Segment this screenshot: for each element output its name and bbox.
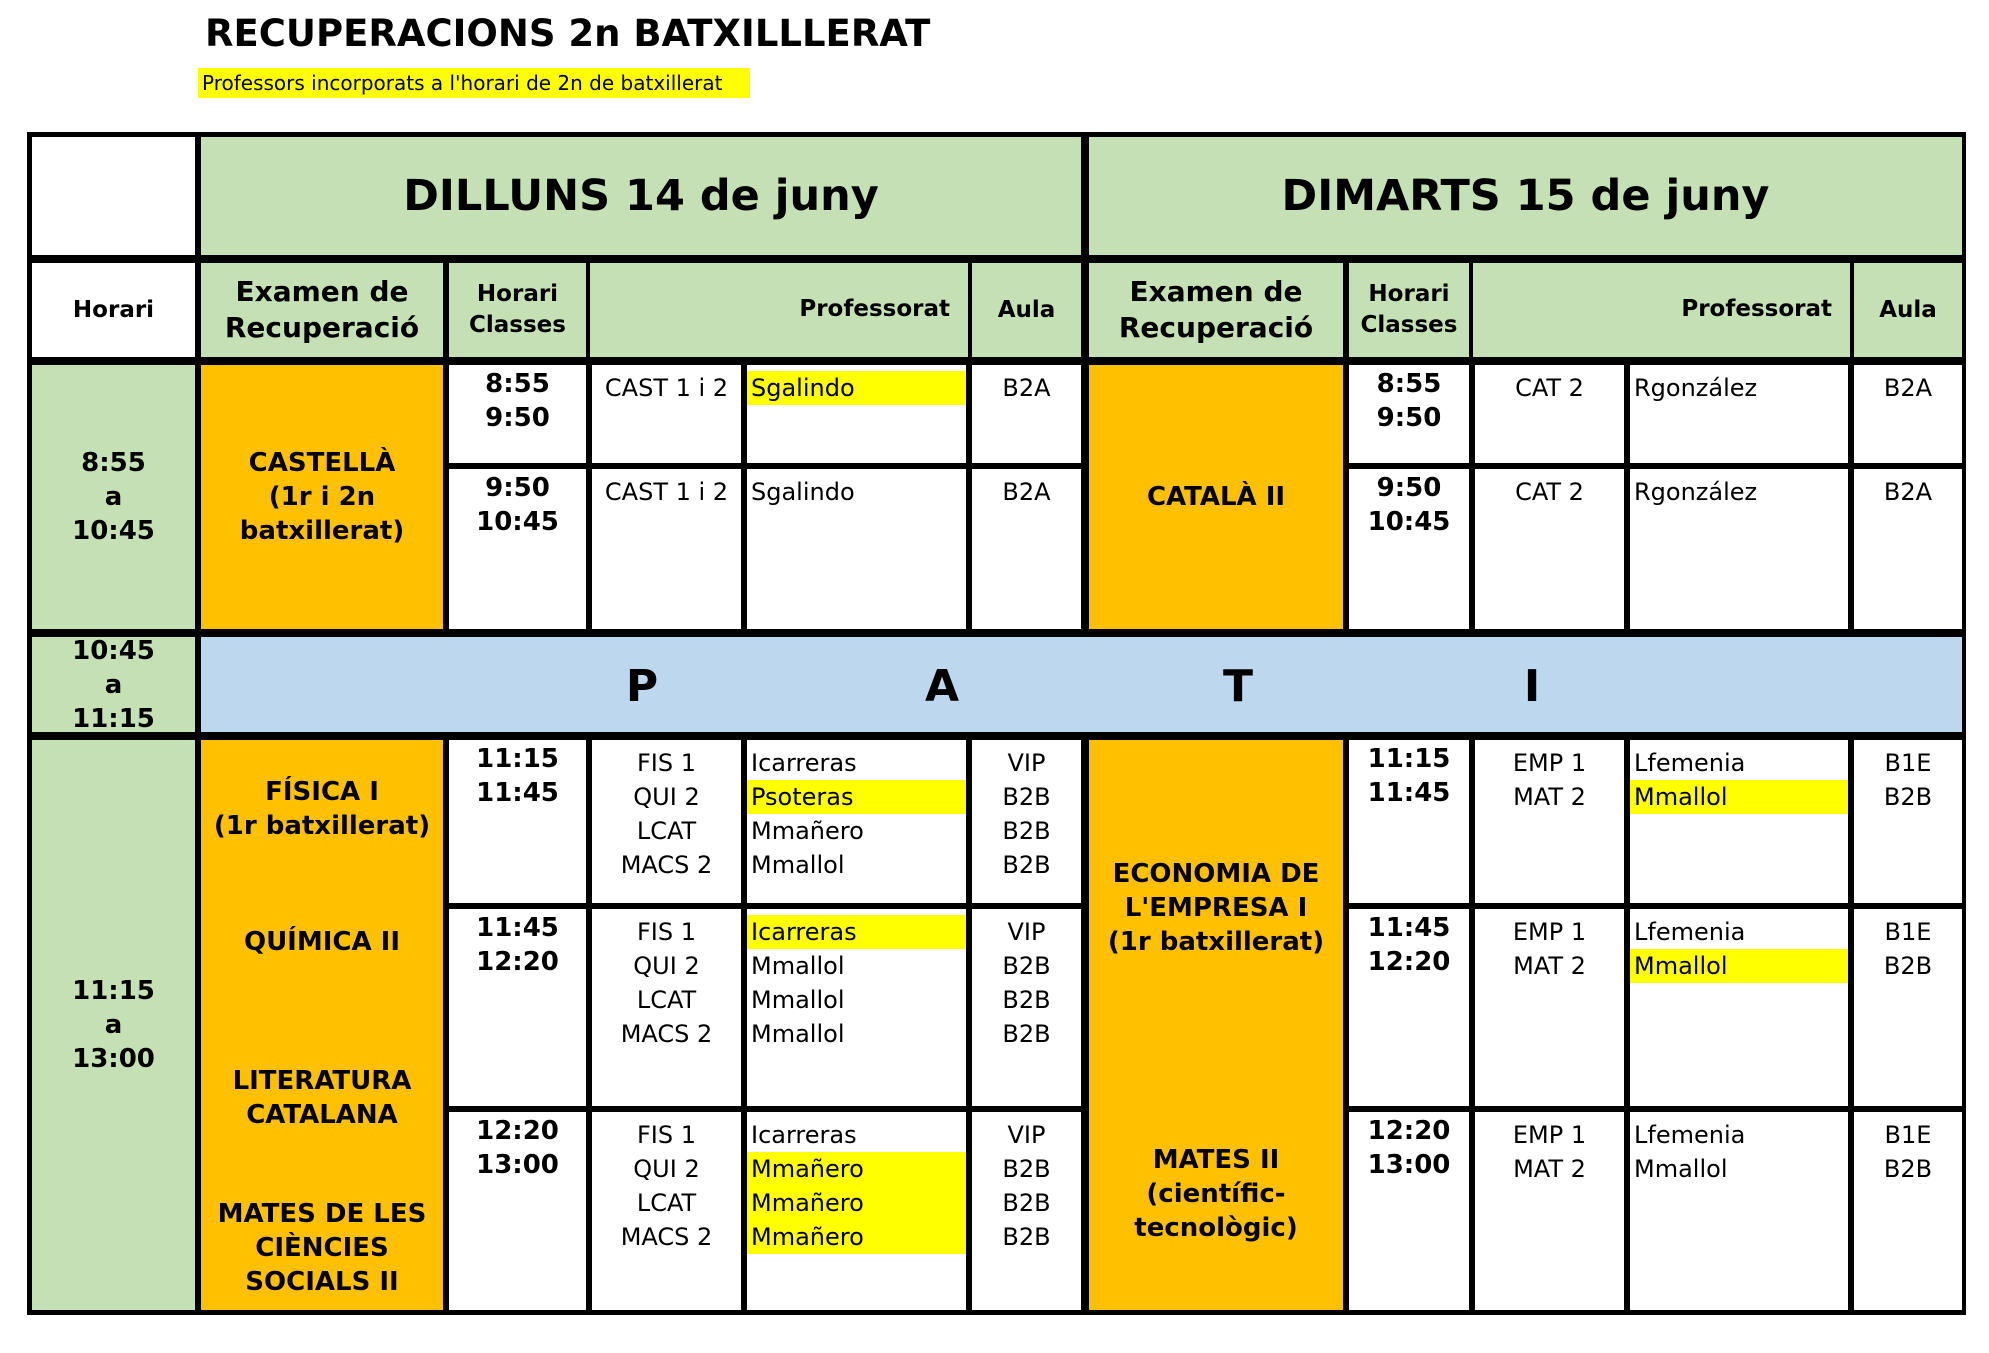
break-letter: I — [1523, 661, 1541, 712]
room-code: VIP — [1007, 918, 1046, 946]
teacher-name: Rgonzález — [1634, 478, 1758, 506]
header-line: Examen de — [1129, 275, 1303, 308]
room-code: B2B — [1883, 952, 1933, 980]
slot-teachers — [745, 1110, 968, 1312]
slot-time-line: 12:20 — [1367, 1116, 1451, 1146]
room-code: B1E — [1884, 1121, 1932, 1149]
slot-teachers — [1628, 907, 1850, 1108]
header-label: Aula — [1879, 296, 1937, 323]
exam-subject-line: SOCIALS II — [245, 1267, 399, 1297]
room-code: B2B — [1883, 783, 1933, 811]
header-label: Horari — [72, 296, 155, 323]
break-letter: A — [924, 661, 960, 712]
header-label: Aula — [997, 296, 1056, 323]
class-code: CAST 1 i 2 — [604, 478, 729, 506]
class-code: MACS 2 — [620, 1020, 713, 1048]
header-aula-tuesday — [1852, 261, 1964, 359]
exam-subject-line: (1r i 2n — [268, 482, 376, 512]
class-code: CAT 2 — [1515, 374, 1584, 402]
exam-subject-line: tecnològic) — [1134, 1213, 1298, 1243]
page-subtitle: Professors incorporats a l'horari de 2n de batxillerat — [198, 68, 750, 98]
slot-teachers — [745, 738, 968, 905]
teacher-name: Mmañero — [747, 1186, 966, 1220]
slot-time-line: 9:50 — [485, 403, 550, 433]
class-code: FIS 1 — [636, 749, 696, 777]
room-code: B2A — [1002, 374, 1051, 402]
header-horari-classes-monday — [447, 261, 588, 359]
exam-subject-line: ECONOMIA DE — [1112, 859, 1320, 889]
slot-room — [970, 467, 1083, 631]
exam-subject-line: CATALANA — [246, 1100, 398, 1130]
time-line: a — [104, 669, 123, 700]
class-code: LCAT — [636, 986, 697, 1014]
time-line: 8:55 — [81, 448, 146, 478]
slot-time-line: 8:55 — [485, 369, 550, 399]
exam-subject-line: LITERATURA — [232, 1066, 412, 1096]
header-line: Recuperació — [224, 311, 420, 344]
room-code: B2B — [1883, 1155, 1933, 1183]
header-label — [225, 274, 419, 346]
room-code: B1E — [1884, 918, 1932, 946]
time-block-morning — [30, 363, 197, 631]
class-code: FIS 1 — [636, 918, 696, 946]
class-code: MACS 2 — [620, 851, 713, 879]
slot-time-line: 9:50 — [485, 473, 550, 503]
teacher-name: Mmañero — [747, 1152, 966, 1186]
exam-subject — [201, 775, 443, 843]
slot-time — [447, 907, 588, 1108]
slot-time-line: 11:45 — [1367, 778, 1451, 808]
slot-room — [1852, 467, 1964, 631]
slot-time — [447, 1110, 588, 1312]
exam-subject — [1089, 1143, 1343, 1245]
room-code: B1E — [1884, 749, 1932, 777]
teacher-name: Icarreras — [747, 915, 966, 949]
exam-subject-line: QUÍMICA II — [243, 927, 401, 957]
room-code: B2B — [1002, 952, 1051, 980]
header-label — [1119, 274, 1313, 346]
time-range — [72, 974, 155, 1076]
slot-teachers — [745, 467, 968, 631]
slot-time-line: 13:00 — [476, 1150, 559, 1180]
slot-room — [970, 907, 1083, 1108]
teacher-name: Psoteras — [747, 780, 966, 814]
class-code: FIS 1 — [636, 1121, 696, 1149]
slot-time-line: 12:20 — [476, 1116, 559, 1146]
header-line: Classes — [1360, 312, 1458, 338]
slot-time — [1347, 467, 1471, 631]
slot-time-line: 10:45 — [1367, 507, 1451, 537]
time-line: a — [104, 1010, 123, 1040]
slot-room — [970, 363, 1083, 465]
slot-time — [1347, 363, 1471, 465]
exam-tuesday-midday — [1087, 738, 1345, 1312]
teacher-name: Mmallol — [751, 1020, 845, 1048]
slot-classes — [590, 1110, 743, 1312]
teacher-name: Mmallol — [751, 986, 845, 1014]
class-code: LCAT — [636, 817, 697, 845]
exam-subject-line: MATES II — [1152, 1145, 1280, 1175]
header-aula-monday — [970, 261, 1083, 359]
slot-time-line: 8:55 — [1376, 369, 1442, 399]
slot-time — [447, 467, 588, 631]
slot-time-line: 11:15 — [476, 744, 559, 774]
exam-subject — [201, 925, 443, 959]
teacher-name: Sgalindo — [751, 478, 855, 506]
time-line: 10:45 — [72, 635, 155, 666]
room-code: B2A — [1002, 478, 1051, 506]
day-label: DILLUNS 14 de juny — [403, 171, 879, 221]
slot-time — [1347, 907, 1471, 1108]
slot-classes — [590, 363, 743, 465]
header-line: Recuperació — [1118, 311, 1314, 344]
slot-room — [1852, 1110, 1964, 1312]
exam-subject-line: (1r batxillerat) — [213, 811, 431, 841]
slot-room — [970, 1110, 1083, 1312]
class-code: EMP 1 — [1512, 918, 1587, 946]
header-label: Professorat — [799, 296, 950, 322]
slot-classes — [590, 738, 743, 905]
exam-subject-line: (científic- — [1146, 1179, 1286, 1209]
class-code: LCAT — [636, 1189, 697, 1217]
slot-time-line: 9:50 — [1376, 403, 1442, 433]
slot-classes — [1473, 1110, 1626, 1312]
room-code: B2B — [1002, 986, 1051, 1014]
class-code: EMP 1 — [1512, 1121, 1587, 1149]
schedule-table — [27, 132, 1966, 1315]
teacher-name: Mmallol — [1630, 780, 1848, 814]
teacher-name: Lfemenia — [1634, 749, 1746, 777]
teacher-name: Lfemenia — [1634, 1121, 1746, 1149]
class-code: CAT 2 — [1515, 478, 1584, 506]
exam-subject — [1147, 480, 1285, 514]
slot-teachers — [745, 363, 968, 465]
slot-time — [447, 738, 588, 905]
slot-time — [1347, 738, 1471, 905]
teacher-name: Mmallol — [751, 851, 845, 879]
header-examen-tuesday — [1087, 261, 1345, 359]
exam-subject — [201, 1197, 443, 1299]
class-code: MACS 2 — [620, 1223, 713, 1251]
slot-time-line: 9:50 — [1376, 473, 1442, 503]
room-code: B2B — [1002, 1020, 1051, 1048]
exam-subject-line: CASTELLÀ — [248, 448, 396, 478]
slot-room — [1852, 363, 1964, 465]
slot-classes — [1473, 907, 1626, 1108]
exam-subject-line: CATALÀ II — [1146, 482, 1286, 512]
slot-time-line: 13:00 — [1367, 1150, 1451, 1180]
class-code: QUI 2 — [633, 783, 700, 811]
slot-room — [1852, 738, 1964, 905]
class-code: QUI 2 — [633, 952, 700, 980]
room-code: VIP — [1007, 1121, 1046, 1149]
break-letter: P — [625, 661, 659, 712]
header-line: Examen de — [235, 275, 409, 308]
time-line: 10:45 — [72, 516, 155, 546]
slot-classes — [590, 467, 743, 631]
slot-room — [1852, 907, 1964, 1108]
time-line: a — [104, 482, 123, 512]
slot-time-line: 11:45 — [476, 913, 559, 943]
header-professorat-tuesday — [1471, 261, 1852, 359]
header-professorat-monday — [588, 261, 970, 359]
slot-classes — [1473, 363, 1626, 465]
teacher-name: Mmallol — [1630, 949, 1848, 983]
header-examen-monday — [199, 261, 445, 359]
room-code: VIP — [1007, 749, 1046, 777]
header-label — [469, 279, 566, 341]
exam-tuesday-morning — [1087, 363, 1345, 631]
header-line: Horari — [1368, 281, 1450, 307]
page-title: RECUPERACIONS 2n BATXILLLERAT — [205, 12, 931, 55]
header-label — [1361, 279, 1458, 341]
time-block-midday — [30, 738, 197, 1312]
header-horari — [30, 261, 197, 359]
exam-subject-line: CIÈNCIES — [255, 1233, 389, 1263]
slot-teachers — [1628, 363, 1850, 465]
header-line: Classes — [469, 312, 566, 338]
slot-time-line: 12:20 — [1367, 947, 1451, 977]
header-line: Horari — [476, 281, 559, 307]
slot-teachers — [1628, 1110, 1850, 1312]
exam-subject-line: (1r batxillerat) — [1107, 927, 1325, 957]
slot-time — [447, 363, 588, 465]
time-range — [72, 446, 155, 548]
day-header-tuesday — [1087, 135, 1964, 257]
exam-monday-morning — [199, 363, 445, 631]
room-code: B2B — [1002, 783, 1051, 811]
header-horari-classes-tuesday — [1347, 261, 1471, 359]
exam-subject — [240, 446, 404, 548]
day-header-monday — [199, 135, 1083, 257]
slot-classes — [1473, 738, 1626, 905]
slot-teachers — [1628, 467, 1850, 631]
exam-subject-line: L'EMPRESA I — [1124, 893, 1308, 923]
teacher-name: Mmallol — [751, 952, 845, 980]
slot-room — [970, 738, 1083, 905]
teacher-name: Icarreras — [751, 1121, 857, 1149]
teacher-name: Mmallol — [1634, 1155, 1728, 1183]
time-block-break — [30, 635, 197, 734]
corner-cell — [30, 135, 197, 257]
room-code: B2B — [1002, 817, 1051, 845]
exam-subject-line: FÍSICA I — [265, 777, 379, 807]
header-label: Professorat — [1681, 296, 1832, 322]
teacher-name: Mmañero — [747, 1220, 966, 1254]
class-code: CAST 1 i 2 — [604, 374, 729, 402]
exam-subject — [201, 1064, 443, 1132]
exam-subject-line: MATES DE LES — [217, 1199, 427, 1229]
class-code: MAT 2 — [1513, 952, 1586, 980]
room-code: B2B — [1002, 1155, 1051, 1183]
time-line: 13:00 — [72, 1044, 155, 1074]
slot-teachers — [1628, 738, 1850, 905]
teacher-name: Icarreras — [751, 749, 857, 777]
time-range — [72, 634, 155, 736]
break-row — [199, 635, 1964, 734]
time-line: 11:15 — [72, 976, 155, 1006]
slot-time — [1347, 1110, 1471, 1312]
teacher-name: Rgonzález — [1634, 374, 1758, 402]
room-code: B2B — [1002, 851, 1051, 879]
slot-time-line: 12:20 — [476, 947, 559, 977]
class-code: MAT 2 — [1513, 783, 1586, 811]
room-code: B2A — [1883, 374, 1933, 402]
room-code: B2B — [1002, 1223, 1051, 1251]
room-code: B2B — [1002, 1189, 1051, 1217]
break-letter: T — [1222, 661, 1254, 712]
exam-subject — [1089, 857, 1343, 959]
exam-subject-line: batxillerat) — [239, 516, 405, 546]
slot-time-line: 11:45 — [476, 778, 559, 808]
day-label: DIMARTS 15 de juny — [1281, 171, 1770, 221]
slot-time-line: 10:45 — [476, 507, 559, 537]
time-line: 11:15 — [72, 703, 155, 734]
exam-monday-midday — [199, 738, 445, 1312]
teacher-name: Sgalindo — [747, 371, 966, 405]
slot-time-line: 11:45 — [1367, 913, 1451, 943]
teacher-name: Lfemenia — [1634, 918, 1746, 946]
slot-teachers — [745, 907, 968, 1108]
class-code: MAT 2 — [1513, 1155, 1586, 1183]
room-code: B2A — [1883, 478, 1933, 506]
class-code: QUI 2 — [633, 1155, 700, 1183]
slot-classes — [590, 907, 743, 1108]
slot-time-line: 11:15 — [1367, 744, 1451, 774]
class-code: EMP 1 — [1512, 749, 1587, 777]
teacher-name: Mmañero — [751, 817, 864, 845]
slot-classes — [1473, 467, 1626, 631]
